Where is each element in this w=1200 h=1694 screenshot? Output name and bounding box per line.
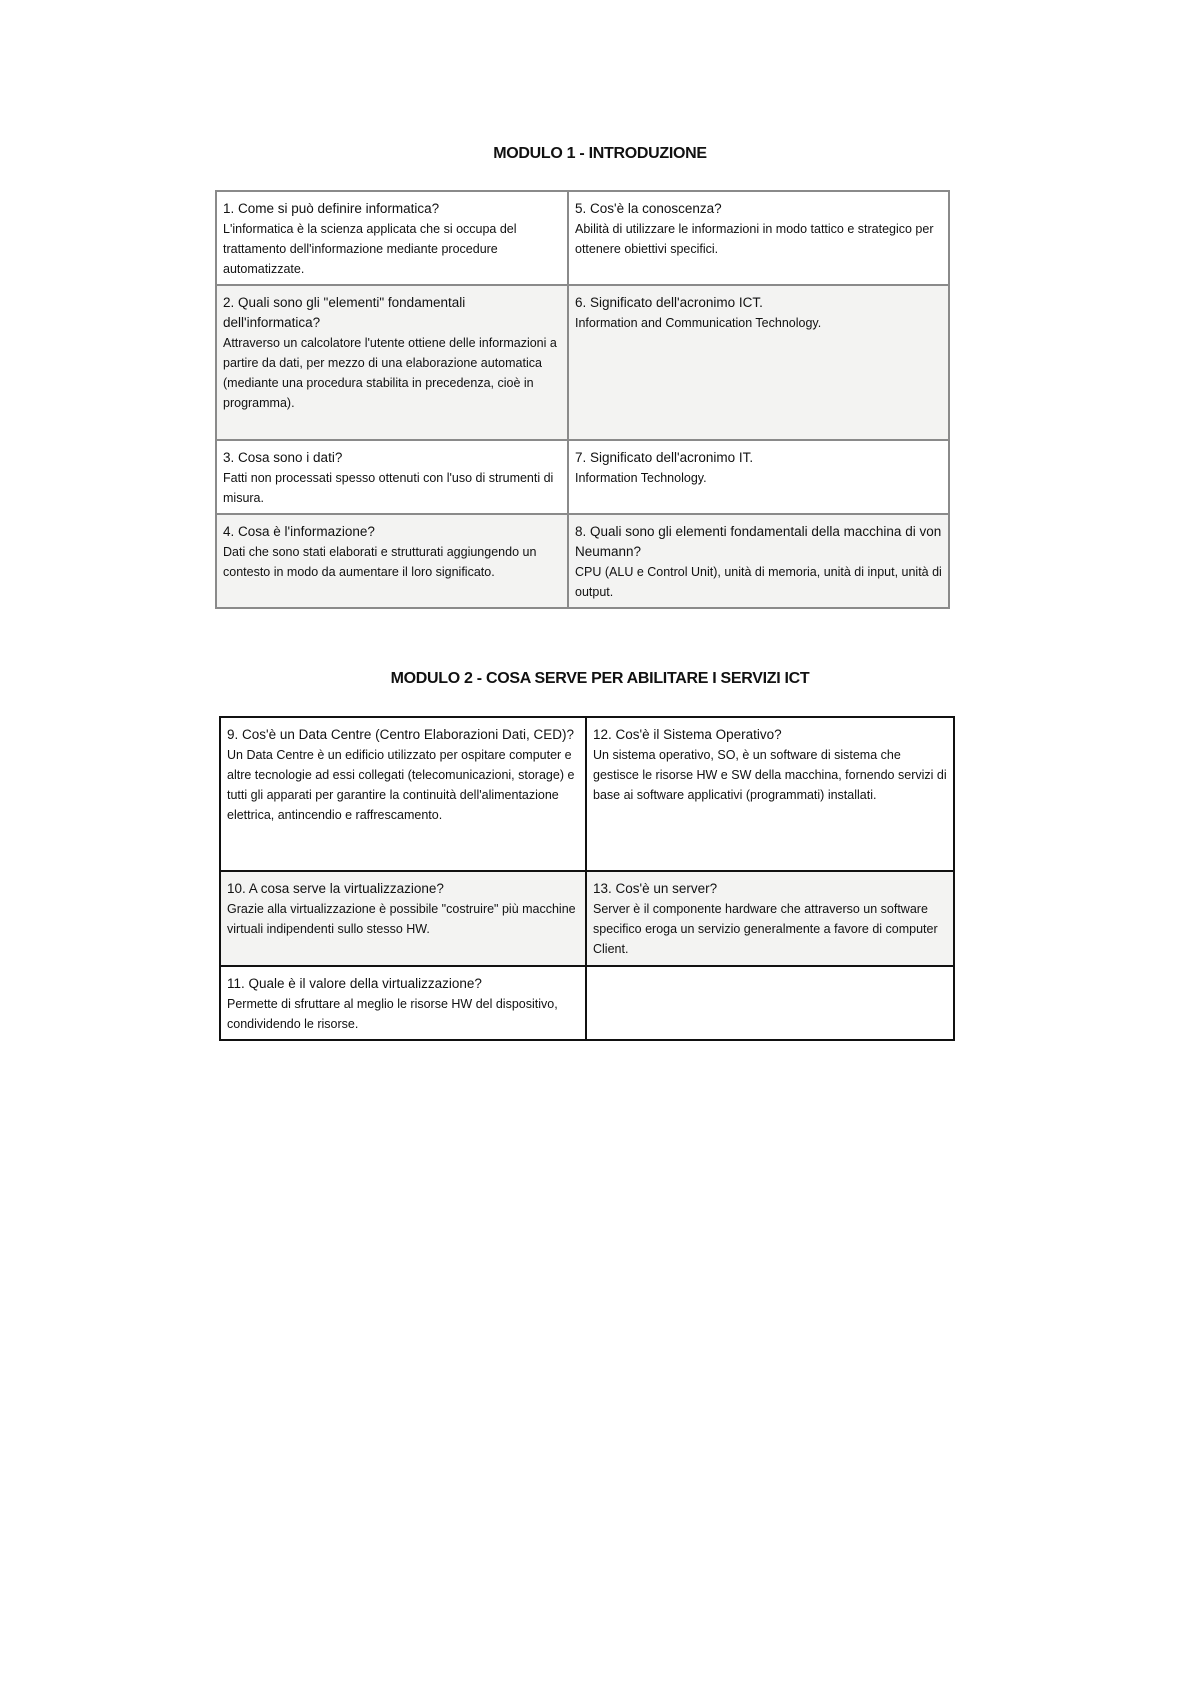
question-text: 1. Come si può definire informatica?: [223, 201, 440, 216]
empty-cell: [586, 966, 954, 1040]
table-row: [220, 966, 954, 1040]
qa-cell-5: [568, 191, 949, 285]
qa-cell-7: [568, 440, 949, 514]
answer-text: L'informatica è la scienza applicata che si occupa del trattamento dell'informazione mediante procedure automatizzate.: [223, 222, 517, 276]
qa-cell-12: [586, 717, 954, 871]
answer-text: Un Data Centre è un edificio utilizzato per ospitare computer e altre tecnologie ad essi collegati (telecomunicazioni, storage) e tutti gli apparati per garantire la continuità dell'alimentazione elettrica, antincendio e raffrescamento.: [227, 748, 575, 822]
table-row: [216, 191, 949, 285]
question-text: 9. Cos'è un Data Centre (Centro Elaborazioni Dati, CED)?: [227, 727, 574, 742]
table-row: [216, 514, 949, 608]
question-text: 5. Cos'è la conoscenza?: [575, 201, 722, 216]
qa-cell-4: [216, 514, 568, 608]
answer-text: Information and Communication Technology.: [575, 316, 822, 330]
answer-text: Abilità di utilizzare le informazioni in modo tattico e strategico per ottenere obiettivi specifici.: [575, 222, 934, 256]
question-text: 6. Significato dell'acronimo ICT.: [575, 295, 763, 310]
modulo-1-title: MODULO 1 - INTRODUZIONE: [493, 145, 707, 162]
answer-text: Permette di sfruttare al meglio le risorse HW del dispositivo, condividendo le risorse.: [227, 997, 558, 1031]
qa-cell-8: [568, 514, 949, 608]
answer-text: Information Technology.: [575, 471, 707, 485]
question-text: 3. Cosa sono i dati?: [223, 450, 343, 465]
table-row: [220, 871, 954, 966]
answer-text: Un sistema operativo, SO, è un software di sistema che gestisce le risorse HW e SW della macchina, fornendo servizi di base ai software applicativi (programmati) installati.: [593, 748, 947, 802]
question-text: 2. Quali sono gli "elementi" fondamentali dell'informatica?: [223, 295, 466, 330]
answer-text: CPU (ALU e Control Unit), unità di memoria, unità di input, unità di output.: [575, 565, 942, 599]
qa-cell-1: [216, 191, 568, 285]
qa-cell-3: [216, 440, 568, 514]
question-text: 4. Cosa è l'informazione?: [223, 524, 375, 539]
answer-text: Dati che sono stati elaborati e strutturati aggiungendo un contesto in modo da aumentare il loro significato.: [223, 545, 537, 579]
modulo-2-title: MODULO 2 - COSA SERVE PER ABILITARE I SERVIZI ICT: [390, 670, 810, 687]
question-text: 7. Significato dell'acronimo IT.: [575, 450, 754, 465]
modulo-2-table: [219, 716, 955, 1041]
qa-cell-10: [220, 871, 586, 966]
qa-cell-13: [586, 871, 954, 966]
answer-text: Grazie alla virtualizzazione è possibile "costruire" più macchine virtuali indipendenti sullo stesso HW.: [227, 902, 576, 936]
answer-text: Server è il componente hardware che attraverso un software specifico eroga un servizio generalmente a favore di computer Client.: [593, 902, 938, 956]
question-text: 12. Cos'è il Sistema Operativo?: [593, 727, 782, 742]
question-text: 11. Quale è il valore della virtualizzazione?: [227, 976, 482, 991]
qa-cell-6: [568, 285, 949, 440]
answer-text: Attraverso un calcolatore l'utente ottiene delle informazioni a partire da dati, per mezzo di una elaborazione automatica (mediante una procedura stabilita in precedenza, cioè in programma).: [223, 336, 557, 410]
qa-cell-11: [220, 966, 586, 1040]
question-text: 13. Cos'è un server?: [593, 881, 718, 896]
question-text: 8. Quali sono gli elementi fondamentali della macchina di von Neumann?: [575, 524, 942, 559]
modulo-1-table: [215, 190, 950, 609]
table-row: [216, 440, 949, 514]
question-text: 10. A cosa serve la virtualizzazione?: [227, 881, 444, 896]
qa-cell-2: [216, 285, 568, 440]
table-row: [216, 285, 949, 440]
answer-text: Fatti non processati spesso ottenuti con l'uso di strumenti di misura.: [223, 471, 554, 505]
table-row: [220, 717, 954, 871]
qa-cell-9: [220, 717, 586, 871]
